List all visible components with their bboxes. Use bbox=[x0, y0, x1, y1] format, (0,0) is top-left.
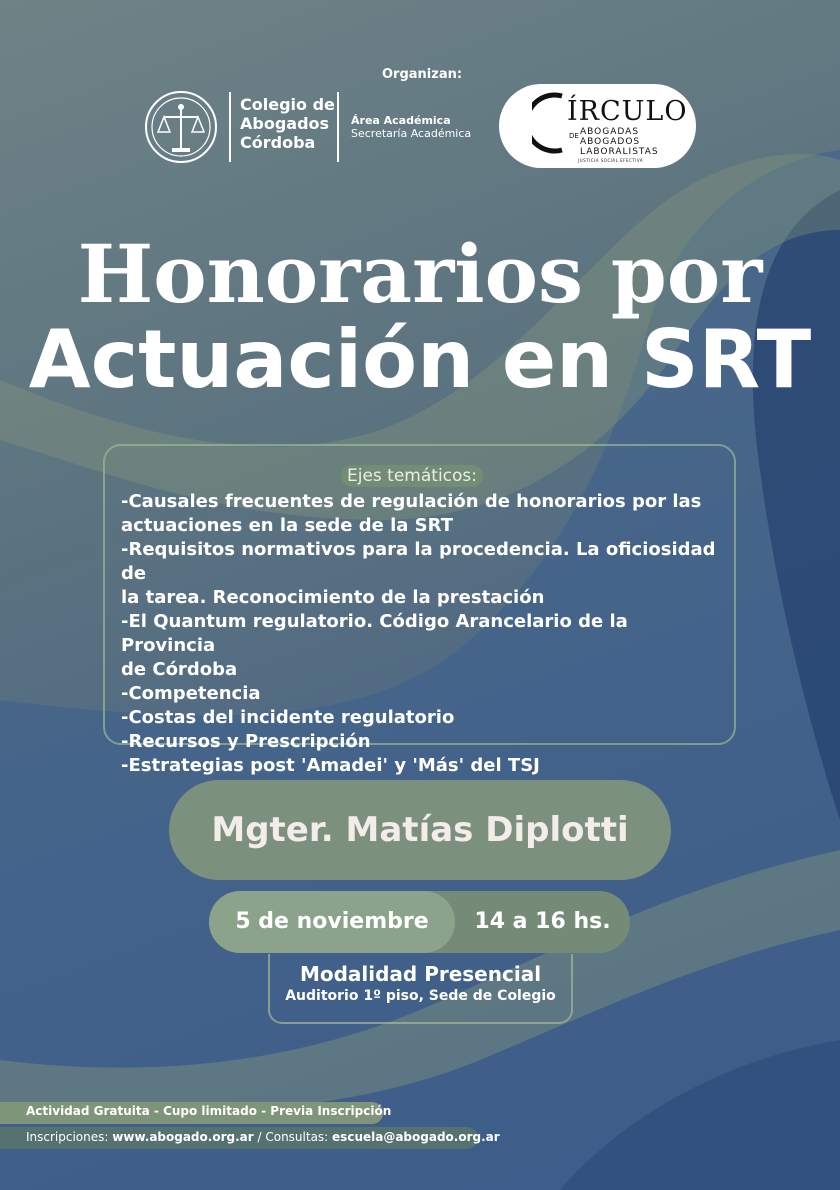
footer-notice: Actividad Gratuita - Cupo limitado - Previa Inscripción bbox=[26, 1104, 392, 1118]
event-date: 5 de noviembre bbox=[209, 891, 455, 953]
modalidad-place: Auditorio 1º piso, Sede de Colegio bbox=[285, 988, 556, 1004]
list-item: -Estrategias post 'Amadei' y 'Más' del TSJ bbox=[121, 755, 540, 776]
secretaria-label: Secretaría Académica bbox=[351, 127, 472, 140]
consultas-label: / Consultas: bbox=[257, 1130, 329, 1144]
ejes-list bbox=[121, 490, 721, 778]
organizan-label: Organizan: bbox=[382, 67, 463, 82]
inscripciones-link[interactable]: www.abogado.org.ar bbox=[112, 1130, 254, 1144]
area-academica bbox=[351, 114, 471, 140]
list-item: actuaciones en la sede de la SRT bbox=[121, 515, 453, 536]
colegio-name-line: Colegio de bbox=[240, 95, 335, 114]
event-time: 14 a 16 hs. bbox=[474, 909, 611, 934]
inscripciones-label: Inscripciones: bbox=[26, 1130, 109, 1144]
circulo-word: ÍRCULO bbox=[567, 96, 688, 127]
list-item: -Requisitos normativos para la procedencia. La oficiosidad de bbox=[121, 539, 716, 584]
area-academica-label: Área Académica bbox=[351, 114, 451, 127]
circulo-de: DE bbox=[569, 132, 579, 140]
list-item: de Córdoba bbox=[121, 659, 238, 680]
colegio-name-line: Córdoba bbox=[240, 133, 316, 152]
modalidad-title: Modalidad Presencial bbox=[299, 962, 542, 986]
circulo-tagline: JUSTICIA SOCIAL EFECTIVA bbox=[578, 158, 644, 163]
colegio-name bbox=[240, 95, 340, 152]
circulo-line: LABORALISTAS bbox=[580, 147, 659, 157]
circulo-line: ABOGADOS bbox=[580, 137, 641, 147]
main-title-line2: Actuación en SRT bbox=[28, 313, 812, 406]
consultas-email-link[interactable]: escuela@abogado.org.ar bbox=[332, 1130, 500, 1144]
colegio-name-line: Abogados bbox=[240, 114, 330, 133]
list-item: la tarea. Reconocimiento de la prestación bbox=[121, 587, 545, 608]
list-item: -El Quantum regulatorio. Código Arancelario de la Provincia bbox=[121, 611, 628, 656]
header-divider bbox=[229, 92, 231, 162]
speaker-name: Mgter. Matías Diplotti bbox=[211, 810, 629, 850]
list-item: -Competencia bbox=[121, 683, 261, 704]
circulo-line: ABOGADAS bbox=[580, 127, 640, 137]
circulo-c-icon bbox=[532, 92, 568, 154]
ejes-label: Ejes temáticos: bbox=[341, 465, 483, 487]
main-title-line1: Honorarios por bbox=[77, 227, 763, 321]
list-item: -Causales frecuentes de regulación de honorarios por las bbox=[121, 491, 702, 512]
header-divider bbox=[337, 92, 339, 162]
colegio-abogados-seal-icon bbox=[144, 90, 218, 164]
list-item: -Recursos y Prescripción bbox=[121, 731, 371, 752]
footer-contact bbox=[26, 1130, 500, 1144]
list-item: -Costas del incidente regulatorio bbox=[121, 707, 455, 728]
